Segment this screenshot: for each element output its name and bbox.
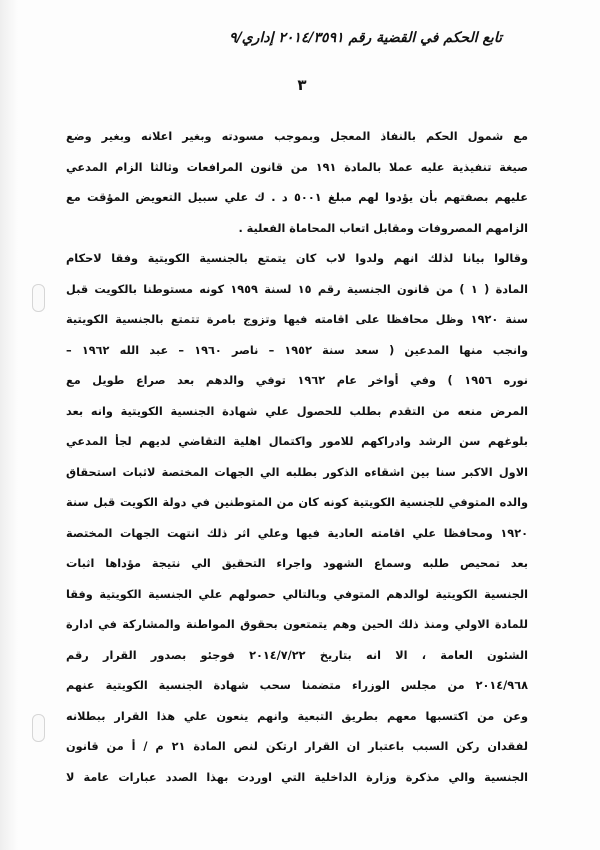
- body-line: لفقدان ركن السبب باعتبار ان القرار ارتكن لنص المادة ٢١ م / أ من قانون: [66, 740, 528, 753]
- body-line: الجنسية والي مذكرة وزارة الداخلية التي اوردت بهذا الصدد عبارات عامة لا: [66, 770, 528, 784]
- binder-hole-top: [32, 284, 45, 312]
- body-line: بلوغهم سن الرشد وادراكهم للامور واكتمال اهلية التقاضي لديهم لجأ المدعي: [66, 435, 528, 448]
- body-line: للمادة الاولي ومنذ ذلك الحين وهم يتمتعون بحقوق المواطنة والمشاركة في ادارة: [66, 618, 528, 631]
- body-line: سنة ١٩٢٠ وظل محافظا على اقامته فيها وتزوج بامرة تتمتع بالجنسية الكويتية: [66, 313, 528, 326]
- page-header: تابع الحكم في القضية رقم ٢٠١٤/٣٥٩١ إداري/٩: [229, 30, 502, 46]
- scan-edge-shadow: [0, 0, 18, 850]
- body-line: وعن من اكتسبها معهم بطريق التبعية وانهم ينعون علي هذا القرار ببطلانه: [66, 709, 528, 723]
- body-line: نوره ١٩٥٦ ) وفي أواخر عام ١٩٦٢ توفي والدهم بعد صراع طويل مع: [66, 374, 528, 387]
- body-line: وانجب منها المدعين ( سعد سنة ١٩٥٢ – ناصر ١٩٦٠ – عبد الله ١٩٦٢ –: [66, 343, 528, 357]
- body-line: الشئون العامة ، الا انه بتاريخ ٢٠١٤/٧/٢٢ فوجئو بصدور القرار رقم: [66, 648, 528, 662]
- body-line: عليهم بصفتهم بأن يؤدوا لهم مبلغ ٥٠٠١ د . ك علي سبيل التعويض المؤقت مع: [66, 191, 528, 204]
- body-line: وقالوا بيانا لذلك انهم ولدوا لاب كان يتمتع بالجنسية الكويتية وفقا لاحكام: [66, 252, 528, 265]
- body-line: صيغة تنفيذية عليه عملا بالمادة ١٩١ من قانون المرافعات وثالثا الزام المدعي: [66, 160, 528, 174]
- body-text: [66, 122, 528, 793]
- body-line: المرض منعه من التقدم بطلب للحصول علي شهادة الجنسية الكويتية وانه بعد: [66, 404, 528, 418]
- body-line: الاول الاكبر سنا بين اشقاءه الذكور بطلبه الي الجهات المختصة لاثبات استحقاق: [66, 465, 528, 479]
- page-number: ٣: [297, 76, 307, 94]
- binder-hole-bottom: [32, 714, 45, 742]
- body-line: بعد تمحيص طلبه وسماع الشهود واجراء التحقيق الي نتيجة مؤداها اثبات: [66, 557, 528, 570]
- body-line: ٢٠١٤/٩٦٨ من مجلس الوزراء متضمنا سحب شهادة الجنسية الكويتية عنهم: [66, 679, 528, 692]
- body-line: المادة ( ١ ) من قانون الجنسية رقم ١٥ لسنة ١٩٥٩ كونه مستوطنا بالكويت قبل: [66, 282, 528, 296]
- body-line: مع شمول الحكم بالنفاذ المعجل وبموجب مسودته وبغير اعلانه وبغير وضع: [66, 130, 528, 143]
- body-line: والده المتوفي للجنسية الكويتية كونه كان من المتوطنين في دولة الكويت قبل سنة: [66, 496, 528, 509]
- body-line: الجنسية الكويتية لوالدهم المتوفي وبالتالي حصولهم علي الجنسية الكويتية وفقا: [66, 587, 528, 601]
- body-line: ١٩٢٠ ومحافظا علي اقامته العادية فيها وعلي اثر ذلك انتهت الجهات المختصة: [66, 526, 528, 540]
- body-line: الزامهم المصروفات ومقابل اتعاب المحاماة الفعلية .: [238, 221, 528, 235]
